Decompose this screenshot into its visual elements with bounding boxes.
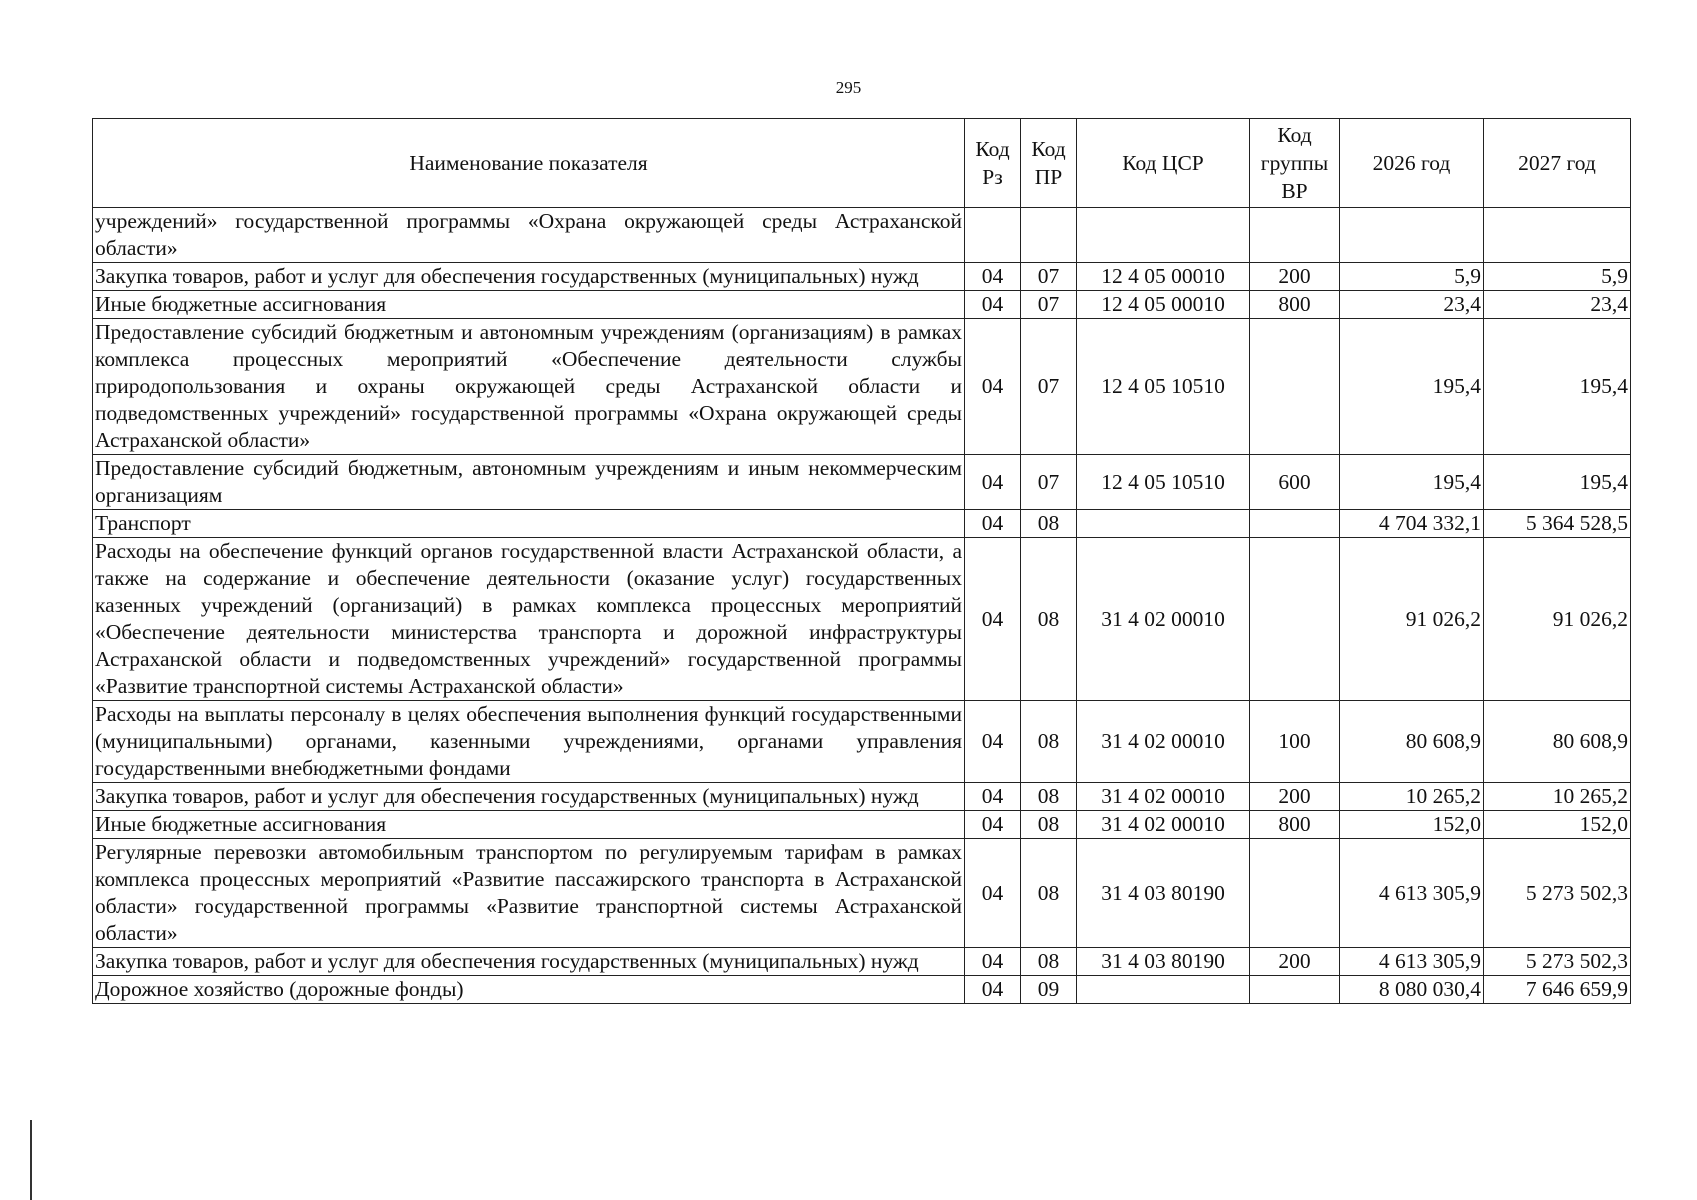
cell-rz: 04	[965, 538, 1021, 701]
cell-pr: 08	[1021, 538, 1077, 701]
cell-vr	[1250, 538, 1340, 701]
cell-y2026: 4 613 305,9	[1340, 948, 1484, 976]
cell-y2027: 10 265,2	[1484, 783, 1631, 811]
cell-y2026: 23,4	[1340, 291, 1484, 319]
cell-y2026: 152,0	[1340, 811, 1484, 839]
cell-csr	[1077, 208, 1250, 263]
cell-y2026: 80 608,9	[1340, 701, 1484, 783]
cell-rz: 04	[965, 291, 1021, 319]
cell-y2027: 91 026,2	[1484, 538, 1631, 701]
cell-vr	[1250, 976, 1340, 1004]
cell-name: Предоставление субсидий бюджетным, автономным учреждениям и иным некоммерческим организациям	[93, 455, 965, 510]
cell-pr: 08	[1021, 510, 1077, 538]
header-rz: Код Рз	[965, 119, 1021, 208]
cell-y2026: 4 704 332,1	[1340, 510, 1484, 538]
table-row	[93, 783, 1631, 811]
cell-y2026: 195,4	[1340, 319, 1484, 455]
cell-vr: 800	[1250, 291, 1340, 319]
table-row	[93, 811, 1631, 839]
cell-y2026: 10 265,2	[1340, 783, 1484, 811]
cell-vr: 200	[1250, 263, 1340, 291]
cell-pr: 08	[1021, 948, 1077, 976]
header-pr: Код ПР	[1021, 119, 1077, 208]
cell-name: Дорожное хозяйство (дорожные фонды)	[93, 976, 965, 1004]
cell-y2027: 7 646 659,9	[1484, 976, 1631, 1004]
table-row	[93, 701, 1631, 783]
cell-csr: 12 4 05 10510	[1077, 455, 1250, 510]
cell-pr: 07	[1021, 291, 1077, 319]
cell-csr: 12 4 05 10510	[1077, 319, 1250, 455]
cell-y2027	[1484, 208, 1631, 263]
cell-vr	[1250, 319, 1340, 455]
cell-rz: 04	[965, 811, 1021, 839]
cell-y2027: 195,4	[1484, 319, 1631, 455]
cell-name: Закупка товаров, работ и услуг для обеспечения государственных (муниципальных) нужд	[93, 263, 965, 291]
header-csr: Код ЦСР	[1077, 119, 1250, 208]
cell-name: Предоставление субсидий бюджетным и автономным учреждениям (организациям) в рамках комплекса процессных мероприятий «Обеспечение деятельности службы природопользования и охраны окружающей среды Астраханской области и подведомственных учреждений» государственной программы «Охрана окружающей среды Астраханской области»	[93, 319, 965, 455]
cell-y2027: 5 273 502,3	[1484, 948, 1631, 976]
cell-y2026: 195,4	[1340, 455, 1484, 510]
cell-csr	[1077, 976, 1250, 1004]
cell-y2026: 5,9	[1340, 263, 1484, 291]
cell-csr: 31 4 02 00010	[1077, 811, 1250, 839]
table-row	[93, 538, 1631, 701]
cell-vr	[1250, 839, 1340, 948]
cell-rz: 04	[965, 701, 1021, 783]
cell-vr	[1250, 208, 1340, 263]
cell-y2026: 4 613 305,9	[1340, 839, 1484, 948]
cell-name: Расходы на обеспечение функций органов государственной власти Астраханской области, а также на содержание и обеспечение деятельности (оказание услуг) государственных казенных учреждений (организаций) в рамках комплекса процессных мероприятий «Обеспечение деятельности министерства транспорта и дорожной инфраструктуры Астраханской области и подведомственных учреждений» государственной программы «Развитие транспортной системы Астраханской области»	[93, 538, 965, 701]
table-row	[93, 948, 1631, 976]
cell-y2027: 5,9	[1484, 263, 1631, 291]
cell-pr: 09	[1021, 976, 1077, 1004]
cell-y2026: 91 026,2	[1340, 538, 1484, 701]
cell-rz: 04	[965, 319, 1021, 455]
cell-vr	[1250, 510, 1340, 538]
cell-pr	[1021, 208, 1077, 263]
cell-y2027: 5 364 528,5	[1484, 510, 1631, 538]
cell-name: Иные бюджетные ассигнования	[93, 291, 965, 319]
cell-pr: 08	[1021, 783, 1077, 811]
table-row	[93, 976, 1631, 1004]
cell-name: Закупка товаров, работ и услуг для обеспечения государственных (муниципальных) нужд	[93, 948, 965, 976]
header-2026: 2026 год	[1340, 119, 1484, 208]
cell-vr: 200	[1250, 948, 1340, 976]
table-row	[93, 455, 1631, 510]
cell-rz: 04	[965, 783, 1021, 811]
cell-rz: 04	[965, 839, 1021, 948]
cell-csr: 31 4 02 00010	[1077, 783, 1250, 811]
page-number: 295	[835, 78, 862, 97]
header-name: Наименование показателя	[93, 119, 965, 208]
cell-vr: 100	[1250, 701, 1340, 783]
cell-name: учреждений» государственной программы «Охрана окружающей среды Астраханской области»	[93, 208, 965, 263]
cell-name: Транспорт	[93, 510, 965, 538]
cell-y2027: 80 608,9	[1484, 701, 1631, 783]
cell-vr: 800	[1250, 811, 1340, 839]
cell-name: Регулярные перевозки автомобильным транспортом по регулируемым тарифам в рамках комплекса процессных мероприятий «Развитие пассажирского транспорта в Астраханской области» государственной программы «Развитие транспортной системы Астраханской области»	[93, 839, 965, 948]
cell-pr: 07	[1021, 319, 1077, 455]
cell-name: Закупка товаров, работ и услуг для обеспечения государственных (муниципальных) нужд	[93, 783, 965, 811]
header-vr: Код группы ВР	[1250, 119, 1340, 208]
table-body	[93, 208, 1631, 1004]
cell-csr: 12 4 05 00010	[1077, 263, 1250, 291]
cell-rz	[965, 208, 1021, 263]
cell-y2027: 23,4	[1484, 291, 1631, 319]
cell-y2027: 195,4	[1484, 455, 1631, 510]
table-row	[93, 291, 1631, 319]
table-row	[93, 510, 1631, 538]
header-2027: 2027 год	[1484, 119, 1631, 208]
cell-y2026: 8 080 030,4	[1340, 976, 1484, 1004]
cell-pr: 07	[1021, 455, 1077, 510]
table-row	[93, 839, 1631, 948]
cell-csr: 31 4 02 00010	[1077, 538, 1250, 701]
cell-csr: 12 4 05 00010	[1077, 291, 1250, 319]
cell-rz: 04	[965, 263, 1021, 291]
cell-name: Иные бюджетные ассигнования	[93, 811, 965, 839]
cell-rz: 04	[965, 510, 1021, 538]
cell-csr	[1077, 510, 1250, 538]
table-row	[93, 263, 1631, 291]
scan-margin-line	[30, 1120, 32, 1200]
cell-rz: 04	[965, 455, 1021, 510]
cell-csr: 31 4 02 00010	[1077, 701, 1250, 783]
cell-vr: 600	[1250, 455, 1340, 510]
cell-csr: 31 4 03 80190	[1077, 948, 1250, 976]
cell-rz: 04	[965, 976, 1021, 1004]
cell-pr: 08	[1021, 701, 1077, 783]
table-row	[93, 319, 1631, 455]
cell-pr: 08	[1021, 811, 1077, 839]
cell-name: Расходы на выплаты персоналу в целях обеспечения выполнения функций государственными (муниципальными) органами, казенными учреждениями, органами управления государственными внебюджетными фондами	[93, 701, 965, 783]
cell-pr: 08	[1021, 839, 1077, 948]
cell-rz: 04	[965, 948, 1021, 976]
cell-pr: 07	[1021, 263, 1077, 291]
table-header-row	[93, 119, 1631, 208]
cell-y2026	[1340, 208, 1484, 263]
cell-y2027: 5 273 502,3	[1484, 839, 1631, 948]
cell-y2027: 152,0	[1484, 811, 1631, 839]
cell-csr: 31 4 03 80190	[1077, 839, 1250, 948]
cell-vr: 200	[1250, 783, 1340, 811]
table-row	[93, 208, 1631, 263]
budget-table	[92, 118, 1631, 1004]
